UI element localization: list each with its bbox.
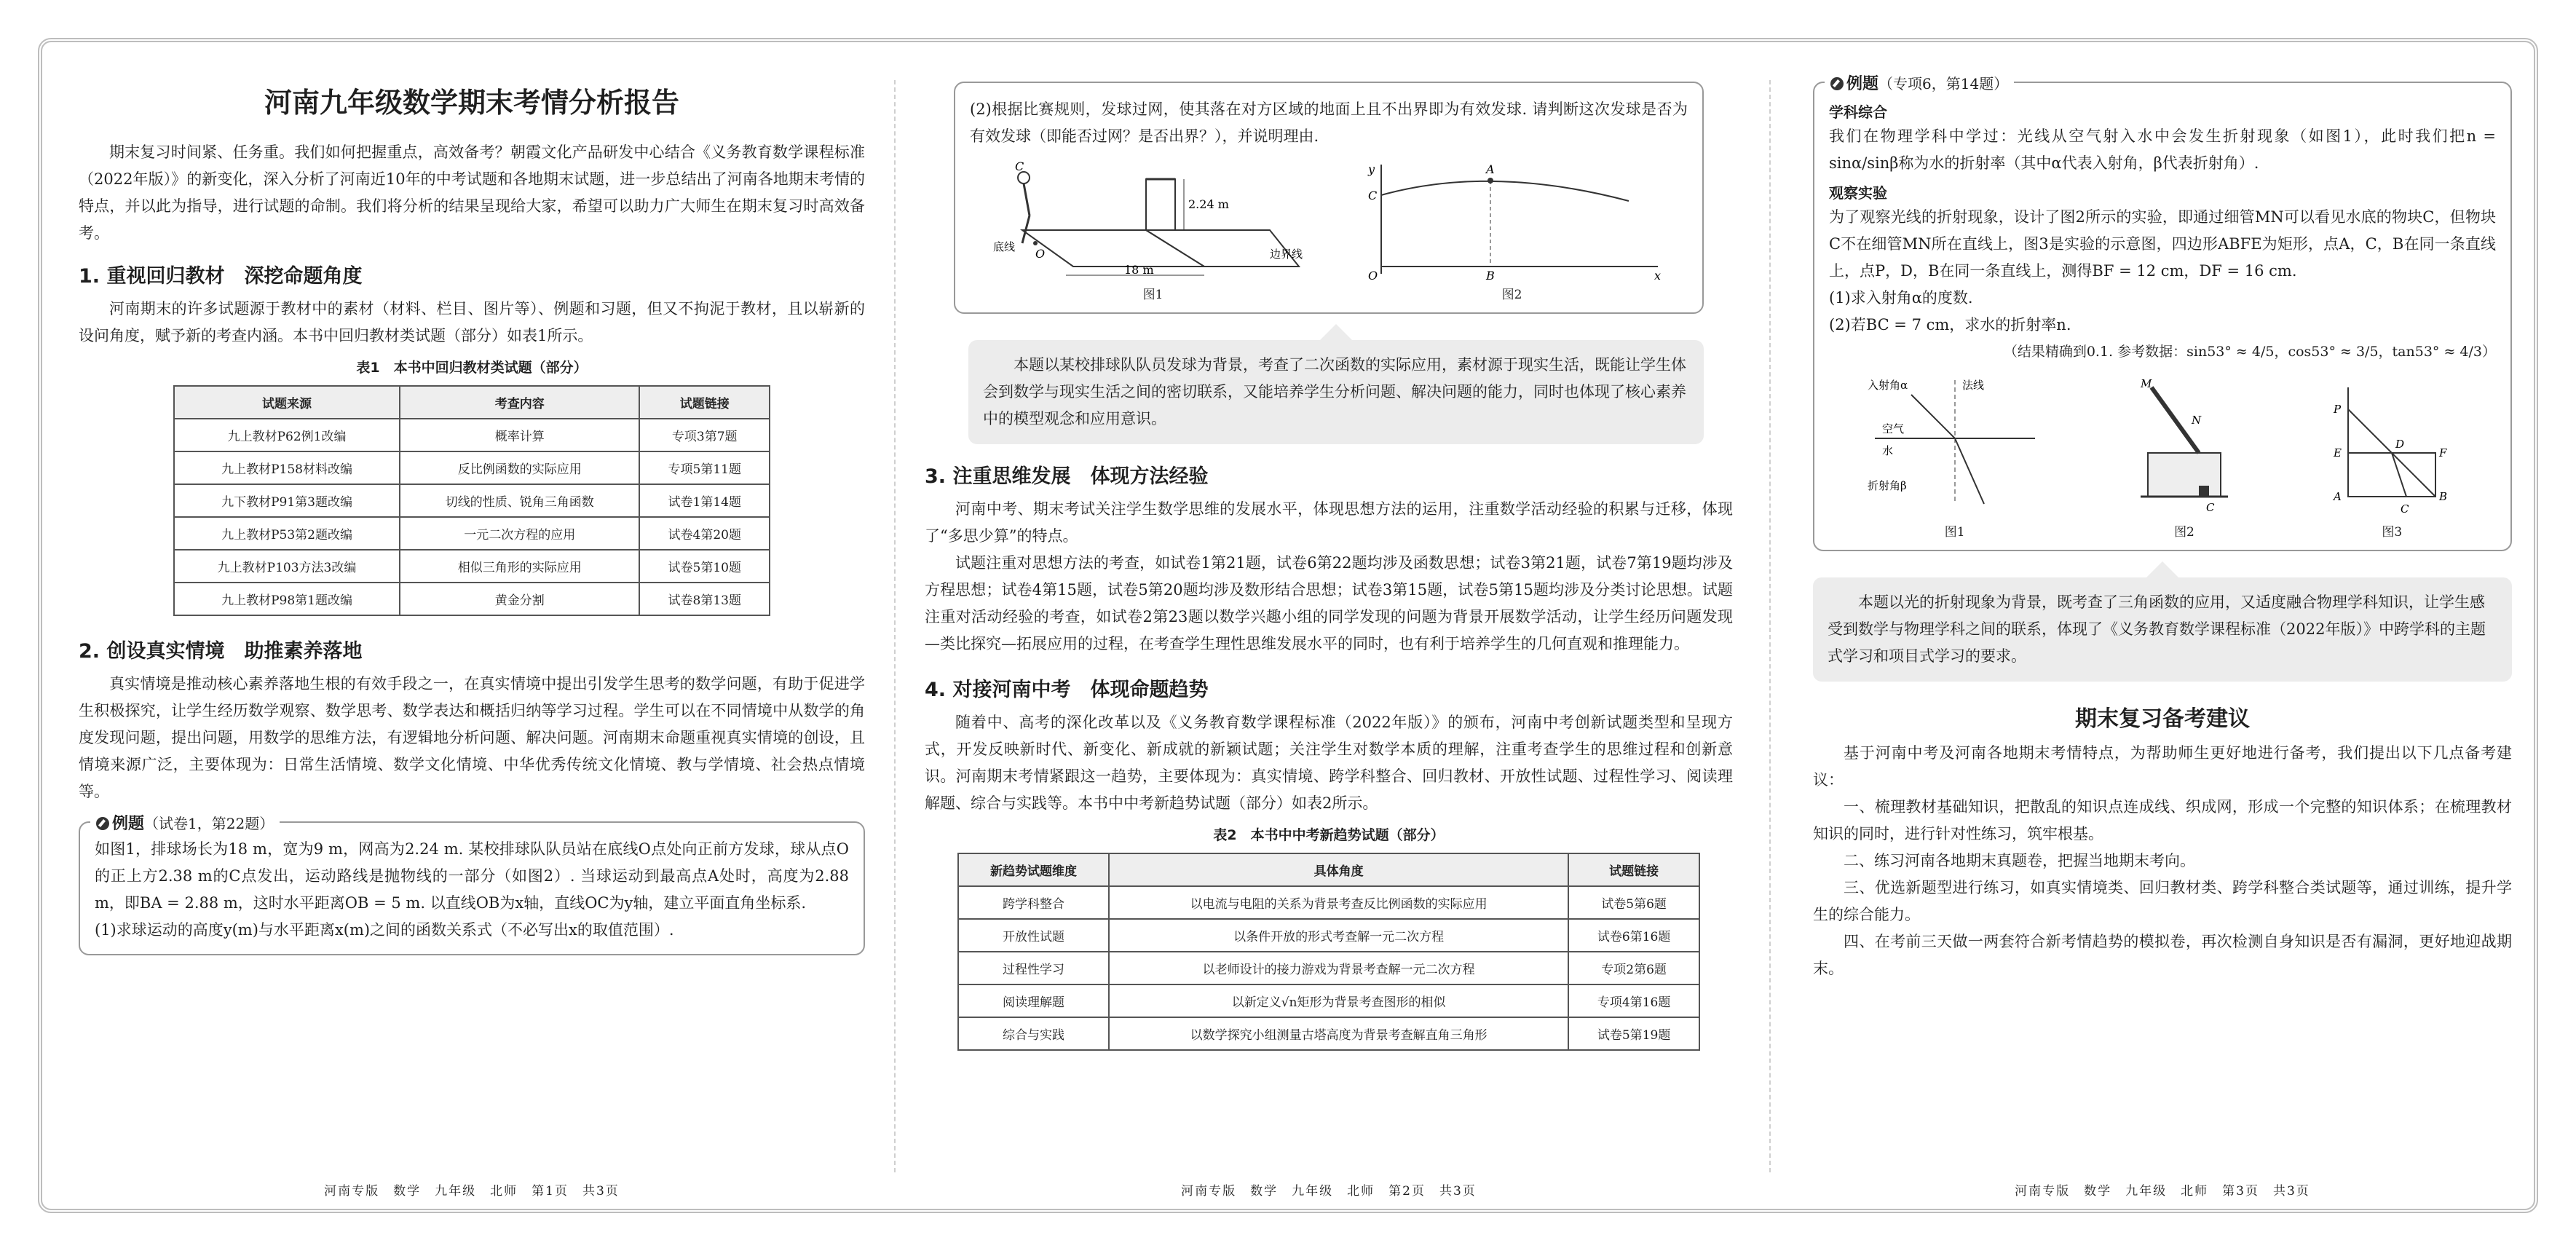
figure-1-caption: 图1 bbox=[1142, 288, 1163, 302]
table-cell: 试卷5第10题 bbox=[639, 550, 770, 583]
parabola-diagram bbox=[1359, 157, 1665, 281]
baseline-label: 底线 bbox=[992, 240, 1015, 253]
label-n: N bbox=[2191, 414, 2202, 427]
column-divider bbox=[894, 80, 896, 1172]
table-row bbox=[958, 984, 1699, 1017]
label-f: F bbox=[2439, 446, 2447, 459]
table-cell: 阅读理解题 bbox=[958, 984, 1109, 1017]
air-label: 空气 bbox=[1881, 422, 1904, 435]
table-cell: 专项2第6题 bbox=[1568, 952, 1699, 984]
figure-2-caption: 图2 bbox=[2174, 525, 2194, 540]
table-header: 试题链接 bbox=[639, 386, 770, 419]
label-e: E bbox=[2334, 446, 2342, 459]
tube-experiment-diagram bbox=[2119, 373, 2250, 518]
table-cell: 反比例函数的实际应用 bbox=[400, 451, 639, 484]
table-cell: 九上教材P53第2题改编 bbox=[174, 517, 400, 550]
example-2-figures bbox=[1829, 373, 2496, 540]
table-cell: 黄金分割 bbox=[400, 583, 639, 615]
example-1-question-2: (2)根据比赛规则，发球过网，使其落在对方区域的地面上且不出界即为有效发球. 请判断这次发球是否为有效发球（即能否过网？是否出界？），并说明理由. bbox=[970, 100, 1688, 145]
example-2-box bbox=[1813, 75, 2512, 551]
table-cell: 试卷5第19题 bbox=[1568, 1017, 1699, 1050]
label-p: P bbox=[2334, 403, 2342, 416]
advice-item: 一、梳理教材基础知识，把散乱的知识点连成线、织成网，形成一个完整的知识体系；在梳理教材知识的同时，进行针对性练习，筑牢根基。 bbox=[1813, 798, 2512, 842]
example-1-text: 如图1，排球场长为18 m，宽为9 m，网高为2.24 m. 某校排球队队员站在底线O点处向正前方发球，球从点O的正上方2.38 m的C点发出，运动路线是抛物线的一部分（如图2）. 当球运动到最高点A处时，高度为2.88 m，即BA = 2.88 m，这时水平距离OB = 5 m. 以直线OB为x轴，直线OC为y轴，建立平面直角坐标系. bbox=[95, 840, 849, 912]
label-m: M bbox=[2140, 377, 2152, 390]
example-1-question-1: (1)求球运动的高度y(m)与水平距离x(m)之间的函数关系式（不必写出x的取值范围）. bbox=[95, 921, 674, 939]
table-1 bbox=[173, 385, 770, 616]
figure-1-caption: 图1 bbox=[1944, 525, 1965, 540]
refraction-angle-label: 折射角β bbox=[1867, 479, 1907, 492]
section-4-text: 随着中、高考的深化改革以及《义务教育数学课程标准（2022年版）》的颁布，河南中考创新试题类型和呈现方式，开发反映新时代、新变化、新成就的新颖试题；关注学生对数学本质的理解，注重考查学生的思维过程和创新意识。河南期末考情紧跟这一趋势，主要体现为：真实情境、跨学科整合、回归教材、开放性试题、过程性学习、阅读理解题、综合与实践等。本书中中考新趋势试题（部分）如表2所示。 bbox=[925, 714, 1733, 812]
table-header: 考查内容 bbox=[400, 386, 639, 419]
label-o: O bbox=[1035, 247, 1045, 261]
table-header: 试题链接 bbox=[1568, 853, 1699, 886]
example-1-tag: 例题（试卷1，第22题） bbox=[90, 811, 280, 834]
section-4-heading: 4. 对接河南中考 体现命题趋势 bbox=[925, 679, 1209, 701]
table-row bbox=[174, 517, 770, 550]
net-height: 2.24 m bbox=[1188, 197, 1229, 211]
page-footer: 河南专版 数学 九年级 北师 第1页 共3页 bbox=[324, 1184, 620, 1199]
pencil-icon bbox=[1830, 77, 1844, 90]
table-row bbox=[174, 419, 770, 451]
experiment-heading: 观察实验 bbox=[1829, 184, 1887, 202]
figure-2-caption: 图2 bbox=[1501, 288, 1522, 302]
table-cell: 专项3第7题 bbox=[639, 419, 770, 451]
table-cell: 一元二次方程的应用 bbox=[400, 517, 639, 550]
table-row bbox=[174, 550, 770, 583]
table-cell: 过程性学习 bbox=[958, 952, 1109, 984]
advice-item: 四、在考前三天做一两套符合新考情趋势的模拟卷，再次检测自身知识是否有漏洞，更好地迎战期末。 bbox=[1813, 933, 2512, 977]
page-2 bbox=[925, 66, 1733, 1199]
example-2-hint: （结果精确到0.1. 参考数据：sin53° ≈ 4/5，cos53° ≈ 3/5，tan53° ≈ 4/3） bbox=[2003, 344, 2496, 360]
table-cell: 试卷1第14题 bbox=[639, 484, 770, 517]
analysis-note-2: 本题以光的折射现象为背景，既考查了三角函数的应用，又适度融合物理学科知识，让学生感受到数学与物理学科之间的联系，体现了《义务教育数学课程标准（2022年版）》中跨学科的主题式学习和项目式学习的要求。 bbox=[1813, 577, 2512, 682]
table-cell: 开放性试题 bbox=[958, 919, 1109, 952]
axis-x: x bbox=[1654, 269, 1661, 281]
table-row bbox=[958, 886, 1699, 919]
example-2-question-2: (2)若BC = 7 cm，求水的折射率n. bbox=[1829, 316, 2071, 334]
table-cell: 专项4第16题 bbox=[1568, 984, 1699, 1017]
section-2-text: 真实情境是推动核心素养落地生根的有效手段之一，在真实情境中提出引发学生思考的数学问题，有助于促进学生积极探究，让学生经历数学观察、数学思考、数学表达和概括归纳等学习过程。学生可以在不同情境中从数学的角度发现问题，提出问题，用数学的思维方法，有逻辑地分析问题、解决问题。河南期末命题重视真实情境的创设，且情境来源广泛，主要体现为：日常生活情境、数学文化情境、中华优秀传统文化情境、教与学情境、社会热点情境等。 bbox=[79, 675, 865, 800]
table-cell: 概率计算 bbox=[400, 419, 639, 451]
boundary-label: 边界线 bbox=[1269, 248, 1303, 261]
table-row bbox=[958, 1017, 1699, 1050]
section-3-text-1: 河南中考、期末考试关注学生数学思维的发展水平，体现思想方法的运用，注重数学活动经验的积累与迁移，体现了“多思少算”的特点。 bbox=[925, 500, 1733, 545]
advice-item: 三、优选新题型进行练习，如真实情境类、回归教材类、跨学科整合类试题等，通过训练，提升学生的综合能力。 bbox=[1813, 879, 2512, 923]
label-a: A bbox=[2334, 490, 2342, 503]
table-cell: 试卷8第13题 bbox=[639, 583, 770, 615]
figure-2 bbox=[1359, 157, 1665, 302]
table-2 bbox=[957, 853, 1700, 1051]
table-cell: 跨学科整合 bbox=[958, 886, 1109, 919]
table-cell: 九上教材P158材料改编 bbox=[174, 451, 400, 484]
table-2-caption: 表2 本书中中考新趋势试题（部分） bbox=[1213, 827, 1445, 843]
section-3-heading: 3. 注重思维发展 体现方法经验 bbox=[925, 465, 1209, 488]
advice-item: 二、练习河南各地期末真题卷，把握当地期末考向。 bbox=[1844, 852, 2195, 869]
table-1-caption: 表1 本书中回归教材类试题（部分） bbox=[356, 360, 588, 376]
label-d: D bbox=[2395, 438, 2405, 451]
label-c: C bbox=[1014, 159, 1024, 173]
section-1-text: 河南期末的许多试题源于教材中的素材（材料、栏目、图片等）、例题和习题，但又不拘泥于教材，且以崭新的设问角度，赋予新的考查内涵。本书中回归教材类试题（部分）如表1所示。 bbox=[79, 300, 865, 344]
table-cell: 以电流与电阻的关系为背景考查反比例函数的实际应用 bbox=[1109, 886, 1568, 919]
table-cell: 以新定义√n矩形为背景考查图形的相似 bbox=[1109, 984, 1568, 1017]
page-1 bbox=[79, 66, 865, 1199]
report-title: 河南九年级数学期末考情分析报告 bbox=[264, 87, 679, 119]
axis-y: y bbox=[1367, 162, 1375, 176]
pencil-icon bbox=[96, 817, 109, 830]
column-divider bbox=[1769, 80, 1771, 1172]
table-cell: 试卷6第16题 bbox=[1568, 919, 1699, 952]
figure-1 bbox=[993, 157, 1313, 302]
table-cell: 以老师设计的接力游戏为背景考查解一元二次方程 bbox=[1109, 952, 1568, 984]
table-row bbox=[174, 583, 770, 615]
table-cell: 切线的性质、锐角三角函数 bbox=[400, 484, 639, 517]
subject-integration-heading: 学科综合 bbox=[1829, 103, 1887, 121]
table-row bbox=[958, 952, 1699, 984]
table-header: 具体角度 bbox=[1109, 853, 1568, 886]
table-cell: 试卷4第20题 bbox=[639, 517, 770, 550]
rectangle-schematic bbox=[2326, 373, 2457, 518]
page-footer: 河南专版 数学 九年级 北师 第3页 共3页 bbox=[2015, 1184, 2310, 1199]
water-label: 水 bbox=[1881, 444, 1893, 457]
table-cell: 九上教材P103方法3改编 bbox=[174, 550, 400, 583]
figure-2 bbox=[2119, 373, 2250, 540]
example-2-question-1: (1)求入射角α的度数. bbox=[1829, 289, 1973, 307]
table-header: 新趋势试题维度 bbox=[958, 853, 1109, 886]
label-c: C bbox=[1367, 189, 1377, 202]
court-length: 18 m bbox=[1123, 263, 1154, 277]
page-footer: 河南专版 数学 九年级 北师 第2页 共3页 bbox=[1181, 1184, 1477, 1199]
refraction-diagram bbox=[1868, 373, 2042, 518]
section-3-text-2: 试题注重对思想方法的考查，如试卷1第21题，试卷6第22题均涉及函数思想；试卷3第21题，试卷7第19题均涉及方程思想；试卷4第15题，试卷5第20题均涉及数形结合思想；试卷3第15题，试卷5第15题均涉及分类讨论思想。试题注重对活动经验的考查，如试卷2第23题以数学兴趣小组的同学发现的问题为背景开展数学活动，让学生经历问题发现—类比探究—拓展应用的过程，在考查学生理性思维发展水平的同时，也有利于培养学生的几何直观和推理能力。 bbox=[925, 554, 1733, 652]
example-1-continued bbox=[954, 82, 1704, 314]
label-b: B bbox=[2439, 490, 2448, 503]
figure-3-caption: 图3 bbox=[2382, 525, 2403, 540]
table-cell: 相似三角形的实际应用 bbox=[400, 550, 639, 583]
table-cell: 试卷5第6题 bbox=[1568, 886, 1699, 919]
label-b: B bbox=[1485, 269, 1495, 281]
analysis-note-1: 本题以某校排球队队员发球为背景，考查了二次函数的实际应用，素材源于现实生活，既能让学生体会到数学与现实生活之间的密切联系，又能培养学生分析问题、解决问题的能力，同时也体现了核心素养中的模型观念和应用意识。 bbox=[968, 340, 1704, 444]
example-2-text-1: 我们在物理学科中学过：光线从空气射入水中会发生折射现象（如图1），此时我们把n = sinα/sinβ称为水的折射率（其中α代表入射角，β代表折射角）. bbox=[1829, 127, 2496, 172]
example-1-box bbox=[79, 815, 865, 955]
table-header: 试题来源 bbox=[174, 386, 400, 419]
table-cell: 以条件开放的形式考查解一元二次方程 bbox=[1109, 919, 1568, 952]
example-2-text-2: 为了观察光线的折射现象，设计了图2所示的实验，即通过细管MN可以看见水底的物块C，但物块C不在细管MN所在直线上，图3是实验的示意图，四边形ABFE为矩形，点A，C，B在同一条直线上，点P，D，B在同一条直线上，测得BF = 12 cm，DF = 16 cm. bbox=[1829, 208, 2496, 280]
label-a: A bbox=[1485, 162, 1495, 176]
table-cell: 专项5第11题 bbox=[639, 451, 770, 484]
label-c: C bbox=[2401, 502, 2409, 516]
incident-angle-label: 入射角α bbox=[1867, 379, 1908, 392]
section-2-heading: 2. 创设真实情境 助推素养落地 bbox=[79, 640, 363, 663]
figure-3 bbox=[2326, 373, 2457, 540]
volleyball-court-diagram bbox=[993, 157, 1313, 281]
section-1-heading: 1. 重视回归教材 深挖命题角度 bbox=[79, 265, 363, 288]
figure-1 bbox=[1868, 373, 2042, 540]
review-advice-title: 期末复习备考建议 bbox=[2075, 706, 2250, 732]
table-cell: 以数学探究小组测量古塔高度为背景考查解直角三角形 bbox=[1109, 1017, 1568, 1050]
table-cell: 九上教材P62例1改编 bbox=[174, 419, 400, 451]
normal-label: 法线 bbox=[1961, 379, 1984, 392]
table-cell: 九上教材P98第1题改编 bbox=[174, 583, 400, 615]
review-advice-intro: 基于河南中考及河南各地期末考情特点，为帮助师生更好地进行备考，我们提出以下几点备考建议： bbox=[1813, 744, 2512, 789]
table-row bbox=[174, 484, 770, 517]
label-c: C bbox=[2205, 501, 2215, 514]
example-2-tag: 例题（专项6，第14题） bbox=[1825, 71, 2014, 94]
table-cell: 综合与实践 bbox=[958, 1017, 1109, 1050]
label-o: O bbox=[1367, 269, 1378, 281]
table-row bbox=[958, 919, 1699, 952]
table-cell: 九下教材P91第3题改编 bbox=[174, 484, 400, 517]
example-1-figures bbox=[970, 157, 1688, 302]
intro-paragraph: 期末复习时间紧、任务重。我们如何把握重点，高效备考？朝霞文化产品研发中心结合《义务教育数学课程标准（2022年版）》的新变化，深入分析了河南近10年的中考试题和各地期末试题，进一步总结出了河南各地期末考情的特点，并以此为指导，进行试题的命制。我们将分析的结果呈现给大家，希望可以助力广大师生在期末复习时高效备考。 bbox=[79, 143, 865, 242]
table-row bbox=[174, 451, 770, 484]
page-3 bbox=[1813, 66, 2512, 1199]
